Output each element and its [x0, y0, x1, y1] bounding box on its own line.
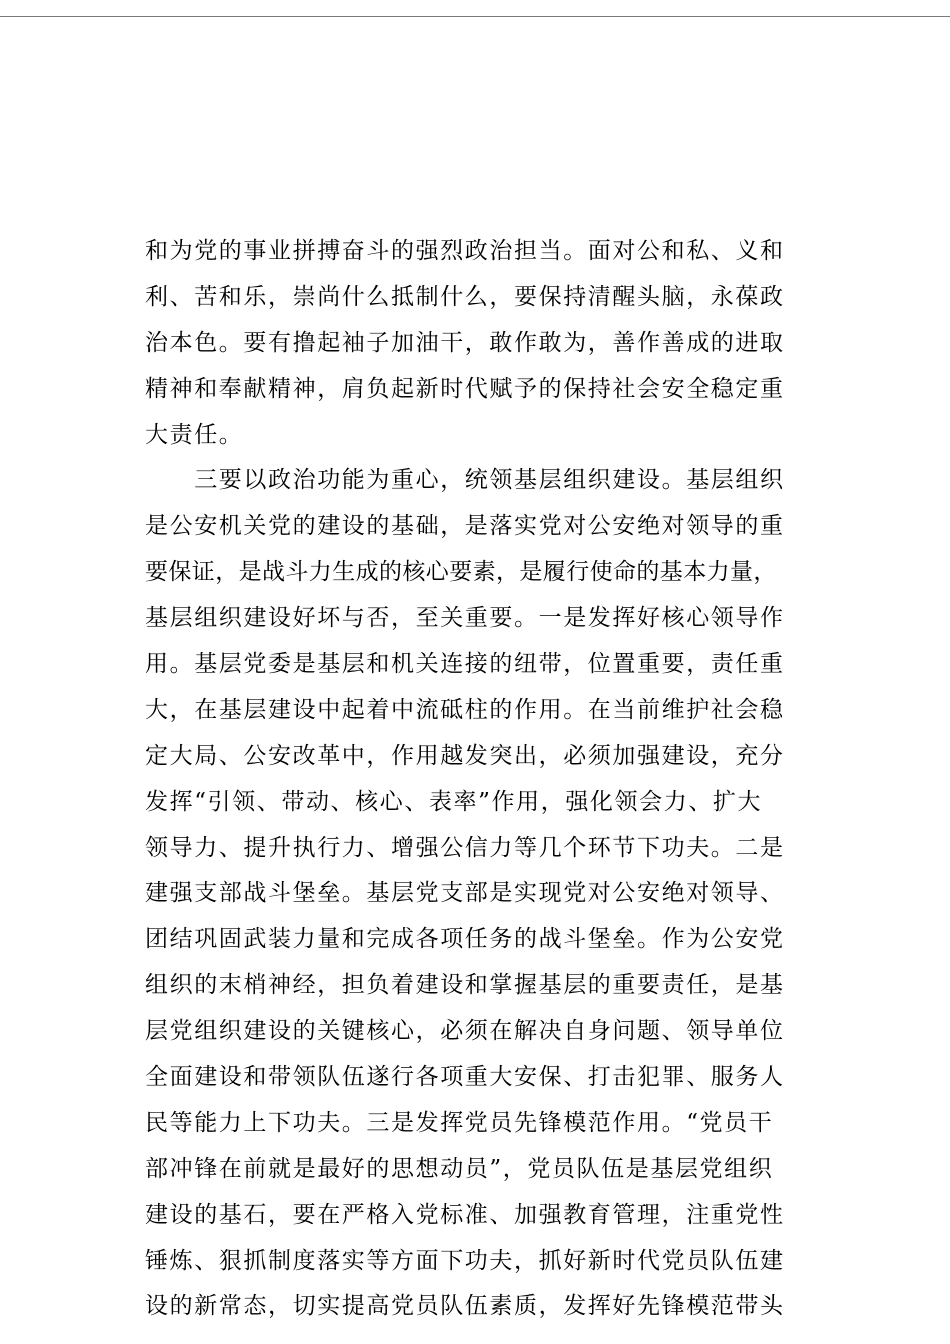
text-line: 治本色。要有撸起袖子加油干，敢作敢为，善作善成的进取	[145, 329, 785, 356]
text-line: 利、苦和乐，崇尚什么抵制什么，要保持清醒头脑，永葆政	[145, 283, 785, 310]
text-line: 锤炼、狠抓制度落实等方面下功夫，抓好新时代党员队伍建	[145, 1247, 785, 1274]
text-line: 组织的末梢神经，担负着建设和掌握基层的重要责任，是基	[145, 972, 785, 999]
text-line: 设的新常态，切实提高党员队伍素质，发挥好先锋模范带头	[145, 1293, 785, 1320]
text-line: 是公安机关党的建设的基础，是落实党对公安绝对领导的重	[145, 513, 785, 540]
text-line: 发挥“引领、带动、核心、表率”作用，强化领会力、扩大	[145, 788, 763, 815]
text-line: 精神和奉献精神，肩负起新时代赋予的保持社会安全稳定重	[145, 375, 785, 402]
text-line: 全面建设和带领队伍遂行各项重大安保、打击犯罪、服务人	[145, 1064, 785, 1091]
text-line: 大，在基层建设中起着中流砥柱的作用。在当前维护社会稳	[145, 696, 785, 723]
document-body	[145, 229, 835, 1330]
text-line: 和为党的事业拼搏奋斗的强烈政治担当。面对公和私、义和	[145, 238, 785, 264]
text-line: 建强支部战斗堡垒。基层党支部是实现党对公安绝对领导、	[145, 880, 785, 907]
paragraph-start-line: 三要以政治功能为重心，统领基层组织建设。基层组织	[145, 467, 785, 494]
text-line: 层党组织建设的关键核心，必须在解决自身问题、领导单位	[145, 1018, 785, 1045]
text-line: 团结巩固武装力量和完成各项任务的战斗堡垒。作为公安党	[145, 926, 785, 953]
text-line: 大责任。	[145, 421, 244, 448]
text-line: 基层组织建设好坏与否，至关重要。一是发挥好核心领导作	[145, 605, 785, 632]
text-line: 民等能力上下功夫。三是发挥党员先锋模范作用。“党员干	[145, 1109, 774, 1136]
text-line: 领导力、提升执行力、增强公信力等几个环节下功夫。二是	[145, 834, 785, 861]
header-rule	[0, 16, 950, 17]
text-line: 部冲锋在前就是最好的思想动员”，党员队伍是基层党组织	[145, 1155, 774, 1182]
text-line: 要保证，是战斗力生成的核心要素，是履行使命的基本力量，	[145, 559, 777, 586]
text-line: 定大局、公安改革中，作用越发突出，必须加强建设，充分	[145, 742, 785, 769]
text-line: 建设的基石，要在严格入党标准、加强教育管理，注重党性	[145, 1201, 785, 1228]
text-line: 用。基层党委是基层和机关连接的纽带，位置重要，责任重	[145, 651, 785, 678]
